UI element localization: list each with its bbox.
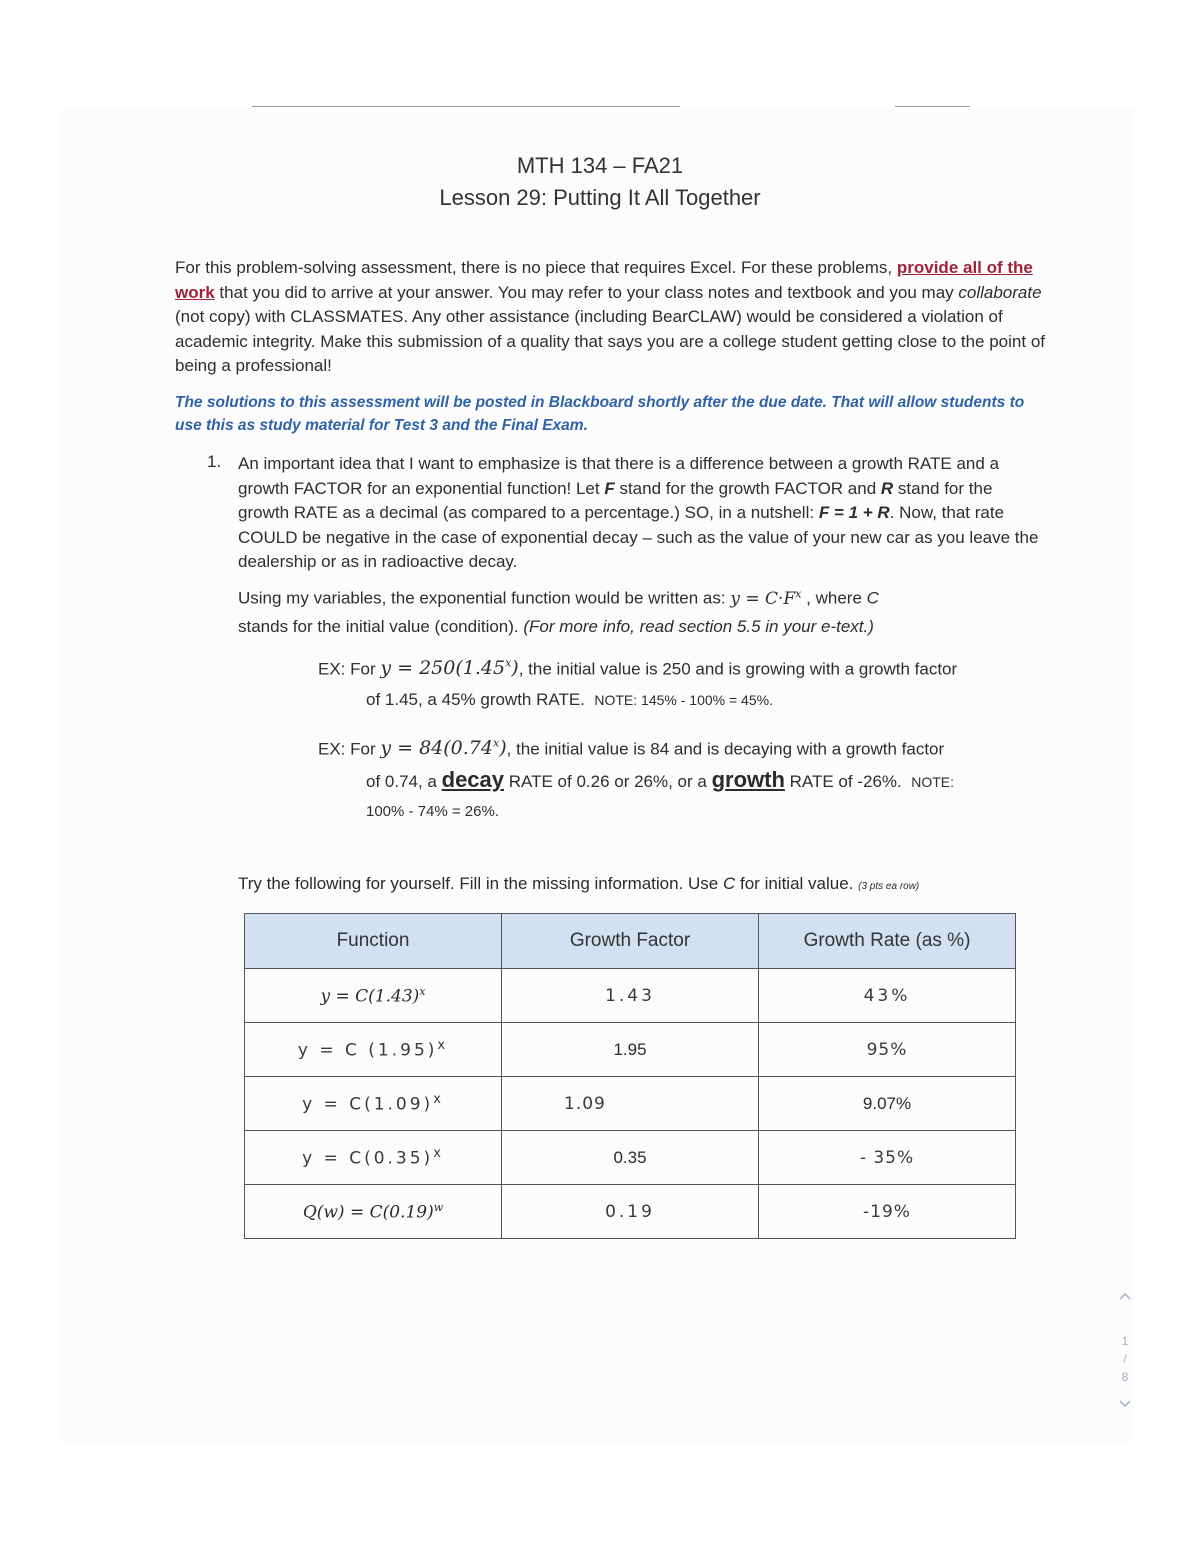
factor-cell: 0.35 <box>502 1131 759 1185</box>
function-exp: x <box>419 984 426 998</box>
ex2-note-label: NOTE: <box>911 774 954 790</box>
function-exp: w <box>433 1200 444 1214</box>
ex-text: , the initial value is 84 and is decaying with a growth factor <box>506 739 945 759</box>
function-exp: x <box>433 1146 444 1162</box>
example-1 <box>318 652 957 681</box>
ex2-formula-base: y = 84(0.74 <box>380 737 493 760</box>
function-cell <box>245 1185 502 1239</box>
factor-cell: 1.43 <box>502 969 759 1023</box>
ex2-formula <box>380 737 506 759</box>
lesson-title: Lesson 29: Putting It All Together <box>439 185 761 210</box>
ex-text: RATE of 0.26 or 26%, or a <box>504 772 712 791</box>
ex-text: of 1.45, a 45% growth RATE. <box>366 690 585 709</box>
growth-table <box>244 913 1016 1239</box>
ex2-formula-exp: x <box>493 737 500 750</box>
q-text: Using my variables, the exponential function would be written as: <box>238 588 731 608</box>
ex-lead: EX: For <box>318 739 381 759</box>
ex1-formula-exp: x <box>505 657 512 670</box>
table-row <box>245 1077 1016 1131</box>
table-header-row <box>245 914 1016 969</box>
page-separator: / <box>1123 1352 1127 1366</box>
function-form-exp: x <box>795 587 802 600</box>
try-text: Try the following for yourself. Fill in the missing information. Use <box>238 874 723 893</box>
scan-edge-line <box>895 106 970 107</box>
intro-text: For this problem-solving assessment, there is no piece that requires Excel. For these problems, <box>175 258 897 277</box>
q-text: . Now, that rate COULD be negative in the case of exponential decay – such as the value of your new car as you leave the dealership or as in radioactive decay. <box>238 503 1039 571</box>
function-cell <box>245 1023 502 1077</box>
collaborate-word: collaborate <box>958 282 1042 302</box>
rate-cell: 95% <box>759 1023 1016 1077</box>
work-emphasis: provide all of the work <box>175 258 1033 302</box>
intro-paragraph <box>175 256 1045 379</box>
try-text: for initial value. <box>735 874 859 893</box>
ex1-formula-close: ) <box>511 657 519 680</box>
ex1-note: NOTE: 145% - 100% = 45%. <box>594 692 773 708</box>
function-form <box>730 589 801 609</box>
question-number: 1. <box>207 452 222 471</box>
solutions-note: The solutions to this assessment will be posted in Blackboard shortly after the due date. That will allow students to use this as study material for Test 3 and the Final Exam. <box>175 394 1025 434</box>
rate-cell: 43% <box>759 969 1016 1023</box>
var-c: C <box>866 588 879 608</box>
q-text: stand for the growth RATE as a decimal (as compared to a percentage.) SO, in a nutshell: <box>238 478 993 522</box>
col-header-rate: Growth Rate (as %) <box>759 914 1016 969</box>
function-text: y = C(0.35) <box>302 1148 434 1169</box>
function-exp: x <box>433 1092 444 1108</box>
factor-cell: 1.09 <box>502 1077 759 1131</box>
function-exp: x <box>437 1038 449 1054</box>
rate-cell: -19% <box>759 1185 1016 1239</box>
col-header-function: Function <box>245 914 502 969</box>
q-text: stands for the initial value (condition). <box>238 616 524 636</box>
q-text: stand for the growth FACTOR and <box>614 478 881 498</box>
var-r: R <box>880 478 894 498</box>
example-1-line2 <box>366 688 773 712</box>
table-row <box>245 1023 1016 1077</box>
function-cell <box>245 1077 502 1131</box>
ex2-formula-close: ) <box>499 737 507 760</box>
ex-text: RATE of -26%. <box>784 772 902 791</box>
decay-word: decay <box>441 767 505 792</box>
chevron-down-icon[interactable] <box>1115 1398 1135 1416</box>
col-header-factor: Growth Factor <box>502 914 759 969</box>
function-text: y = C(1.43) <box>320 986 420 1007</box>
example-2-line2 <box>366 768 954 794</box>
ex-lead: EX: For <box>318 659 381 679</box>
ex1-formula-base: y = 250(1.45 <box>380 657 506 680</box>
question-text-2 <box>238 580 1048 641</box>
ex1-formula <box>380 657 518 679</box>
var-f: F <box>604 478 615 498</box>
page-navigator <box>1115 1290 1135 1416</box>
function-text: Q(w) = C(0.19) <box>302 1202 434 1223</box>
try-instructions <box>238 874 919 894</box>
function-text: y = C (1.95) <box>297 1040 438 1061</box>
page-current: 1 <box>1121 1334 1129 1348</box>
rate-cell: - 35% <box>759 1131 1016 1185</box>
formula-f-r: F = 1 + R <box>818 503 890 522</box>
chevron-up-icon[interactable] <box>1115 1290 1135 1308</box>
question-text <box>238 452 1048 575</box>
table-row <box>245 1131 1016 1185</box>
more-info: (For more info, read section 5.5 in your e-text.) <box>523 616 874 636</box>
q-text: An important idea that I want to emphasize is that there is a difference between a growth RATE and a growth FACTOR for an exponential function! Let <box>238 454 1000 498</box>
points-note: (3 pts ea row) <box>858 881 920 892</box>
try-c: C <box>723 874 736 893</box>
function-cell <box>245 1131 502 1185</box>
factor-cell: 1.95 <box>502 1023 759 1077</box>
ex-text: , the initial value is 250 and is growing with a growth factor <box>518 659 958 679</box>
function-cell <box>245 969 502 1023</box>
rate-cell: 9.07% <box>759 1077 1016 1131</box>
function-text: y = C(1.09) <box>302 1094 434 1115</box>
intro-text: that you did to arrive at your answer. You may refer to your class notes and textbook and you may <box>214 282 959 302</box>
ex2-note: 100% - 74% = 26%. <box>366 803 500 820</box>
scan-edge-line <box>252 106 680 107</box>
course-title: MTH 134 – FA21 <box>516 153 684 178</box>
table-row <box>245 969 1016 1023</box>
intro-text: (not copy) with CLASSMATES. Any other assistance (including BearCLAW) would be considered a violation of academic integrity. Make this submission of a quality that says you are a college student getting close to the point of being a professional! <box>175 307 1045 375</box>
function-form-base: y = C·F <box>730 588 796 609</box>
page-total: 8 <box>1121 1370 1129 1384</box>
growth-word: growth <box>711 767 785 792</box>
example-2 <box>318 732 944 761</box>
table-row <box>245 1185 1016 1239</box>
q-text: , where <box>801 588 867 608</box>
factor-cell: 0.19 <box>502 1185 759 1239</box>
ex-text: of 0.74, a <box>366 772 442 791</box>
